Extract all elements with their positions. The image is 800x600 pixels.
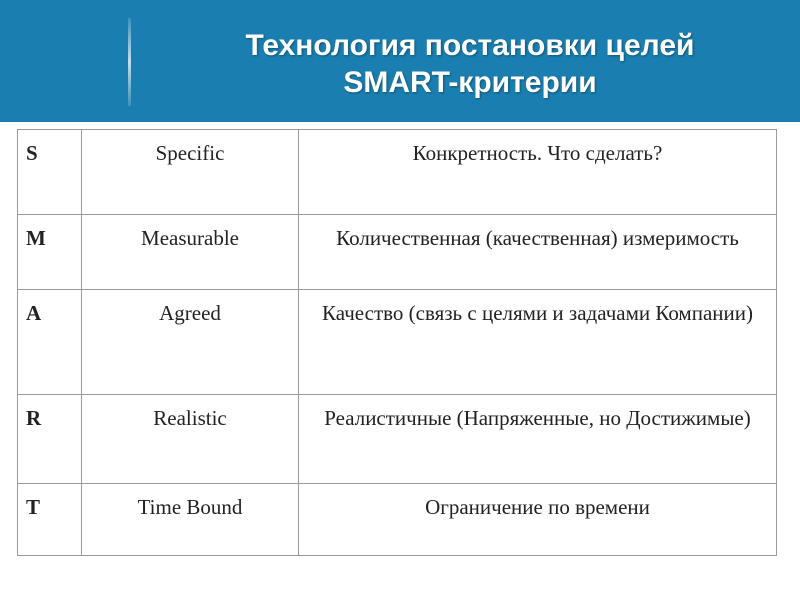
table-row xyxy=(18,395,777,484)
criterion-term: Measurable xyxy=(82,215,299,290)
criterion-letter: T xyxy=(18,484,82,556)
criterion-letter: R xyxy=(18,395,82,484)
criterion-term: Time Bound xyxy=(82,484,299,556)
criterion-letter: M xyxy=(18,215,82,290)
criterion-term: Agreed xyxy=(82,290,299,395)
slide-header xyxy=(0,0,800,122)
header-divider xyxy=(128,18,131,106)
table-row xyxy=(18,290,777,395)
criterion-description: Конкретность. Что сделать? xyxy=(299,130,777,215)
criterion-term: Specific xyxy=(82,130,299,215)
criterion-letter: S xyxy=(18,130,82,215)
criterion-description: Реалистичные (Напряженные, но Достижимые) xyxy=(299,395,777,484)
table-row xyxy=(18,215,777,290)
smart-criteria-table xyxy=(17,129,777,556)
criterion-letter: A xyxy=(18,290,82,395)
criterion-description: Количественная (качественная) измеримость xyxy=(299,215,777,290)
slide-title-line-1: Технология постановки целей xyxy=(245,29,695,62)
criterion-description: Качество (связь с целями и задачами Компании) xyxy=(299,290,777,395)
criterion-term: Realistic xyxy=(82,395,299,484)
table-row xyxy=(18,130,777,215)
table-row xyxy=(18,484,777,556)
slide-title-line-2: SMART-критерии xyxy=(343,66,597,99)
slide-title xyxy=(140,27,800,101)
criterion-description: Ограничение по времени xyxy=(299,484,777,556)
